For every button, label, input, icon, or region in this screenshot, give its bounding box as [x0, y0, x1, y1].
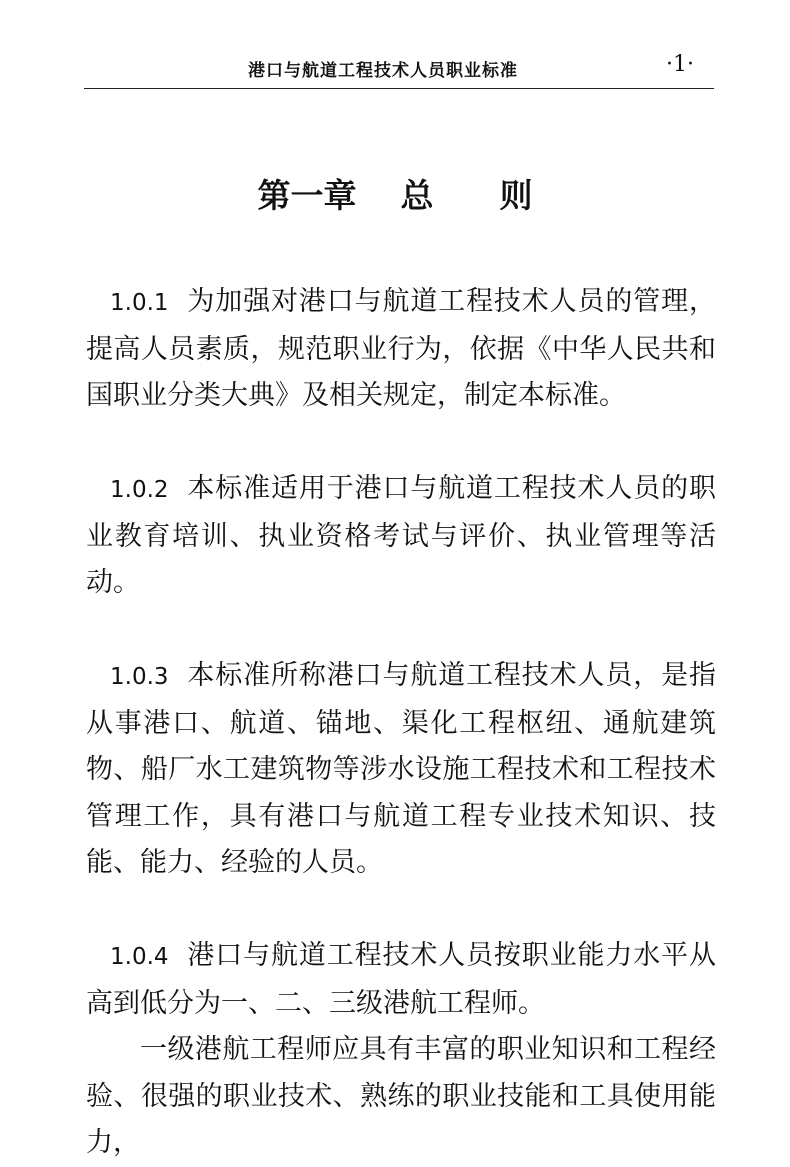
clause-1-0-3	[86, 653, 716, 887]
running-header	[84, 50, 714, 89]
clause-number: 1.0.3	[110, 664, 169, 690]
clause-1-0-1	[86, 279, 716, 420]
clause-text: 本标准所称港口与航道工程技术人员，是指从事港口、航道、锚地、渠化工程枢纽、通航建筑物、船厂水工建筑物等涉水设施工程技术和工程技术管理工作，具有港口与航道工程专业技术知识、技能、能力、经验的人员。	[86, 660, 716, 878]
chapter-title-word-2: 则	[499, 176, 533, 215]
clause-text: 本标准适用于港口与航道工程技术人员的职业教育培训、执业资格考试与评价、执业管理等活动。	[86, 473, 716, 598]
clause-number: 1.0.1	[110, 290, 169, 316]
clause-1-0-2	[86, 466, 716, 607]
chapter-title	[0, 170, 790, 217]
clause-text: 港口与航道工程技术人员按职业能力水平从高到低分为一、二、三级港航工程师。	[86, 940, 716, 1019]
clause-text: 为加强对港口与航道工程技术人员的管理，提高人员素质，规范职业行为，依据《中华人民共和国职业分类大典》及相关规定，制定本标准。	[86, 286, 716, 411]
page-body	[86, 279, 716, 1167]
continuation-paragraph: 一级港航工程师应具有丰富的职业知识和工程经验、很强的职业技术、熟练的职业技能和工具使用能力，	[86, 1034, 716, 1158]
clause-number: 1.0.2	[110, 477, 169, 503]
clause-number: 1.0.4	[110, 944, 169, 970]
page-number: ·1·	[666, 52, 694, 77]
running-title: 港口与航道工程技术人员职业标准	[248, 61, 518, 81]
clause-1-0-4	[86, 933, 716, 1027]
chapter-title-word-1: 总	[400, 176, 434, 215]
chapter-number: 第一章	[257, 176, 357, 215]
